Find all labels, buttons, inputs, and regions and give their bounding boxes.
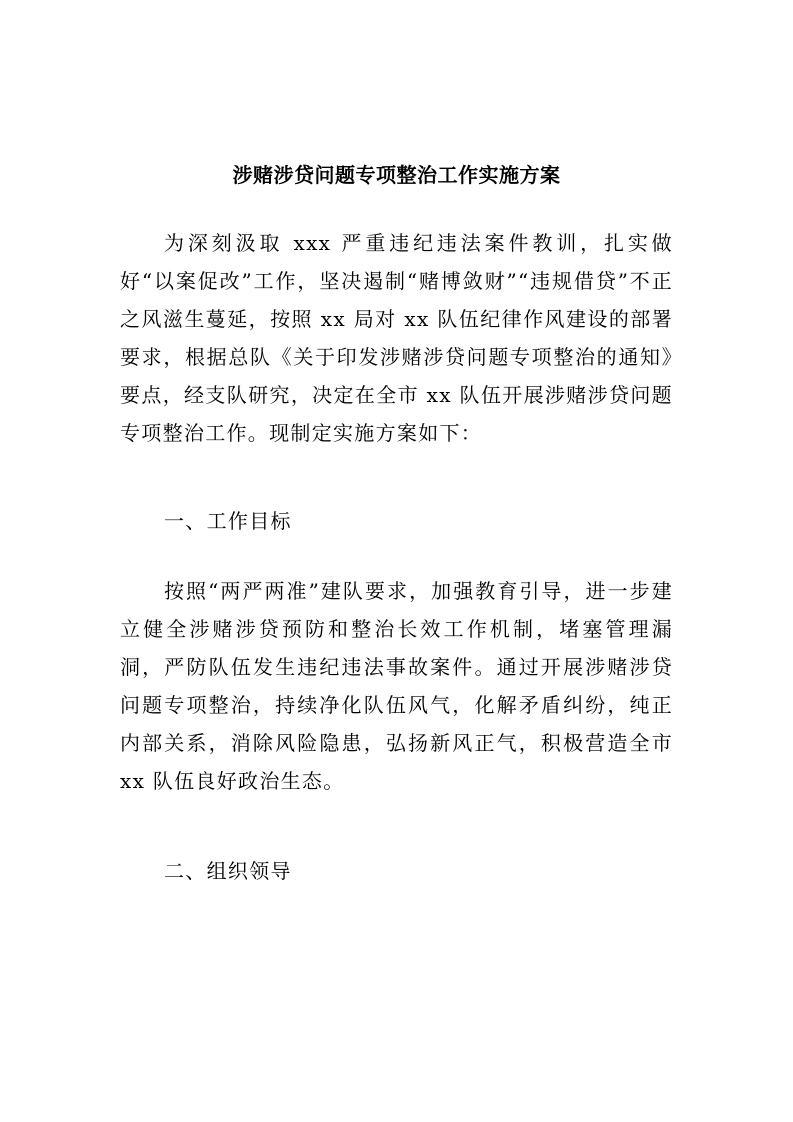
document-title: 涉赌涉贷问题专项整治工作实施方案 — [232, 163, 561, 187]
intro-paragraph: 为深刻汲取 xxx 严重违纪违法案件教训，扎实做好“以案促改”工作，坚决遏制“赌博敛财”“违规借贷”不正之风滋生蔓延，按照 xx 局对 xx 队伍纪律作风建设的部署要求，根据总队《关于印发涉赌涉贷问题专项整治的通知》要点，经支队研究，决定在全市 xx 队伍开展涉赌涉贷问题专项整治工作。现制定实施方案如下： — [120, 231, 673, 445]
goals-paragraph: 按照“两严两准”建队要求，加强教育引导，进一步建立健全涉赌涉贷预防和整治长效工作机制，堵塞管理漏洞，严防队伍发生违纪违法事故案件。通过开展涉赌涉贷问题专项整治，持续净化队伍风气，化解矛盾纠纷，纯正内部关系，消除风险隐患，弘扬新风正气，积极营造全市 xx 队伍良好政治生态。 — [120, 579, 673, 793]
section-heading-organization: 二、组织领导 — [164, 859, 292, 883]
section-heading-goals: 一、工作目标 — [164, 509, 292, 533]
